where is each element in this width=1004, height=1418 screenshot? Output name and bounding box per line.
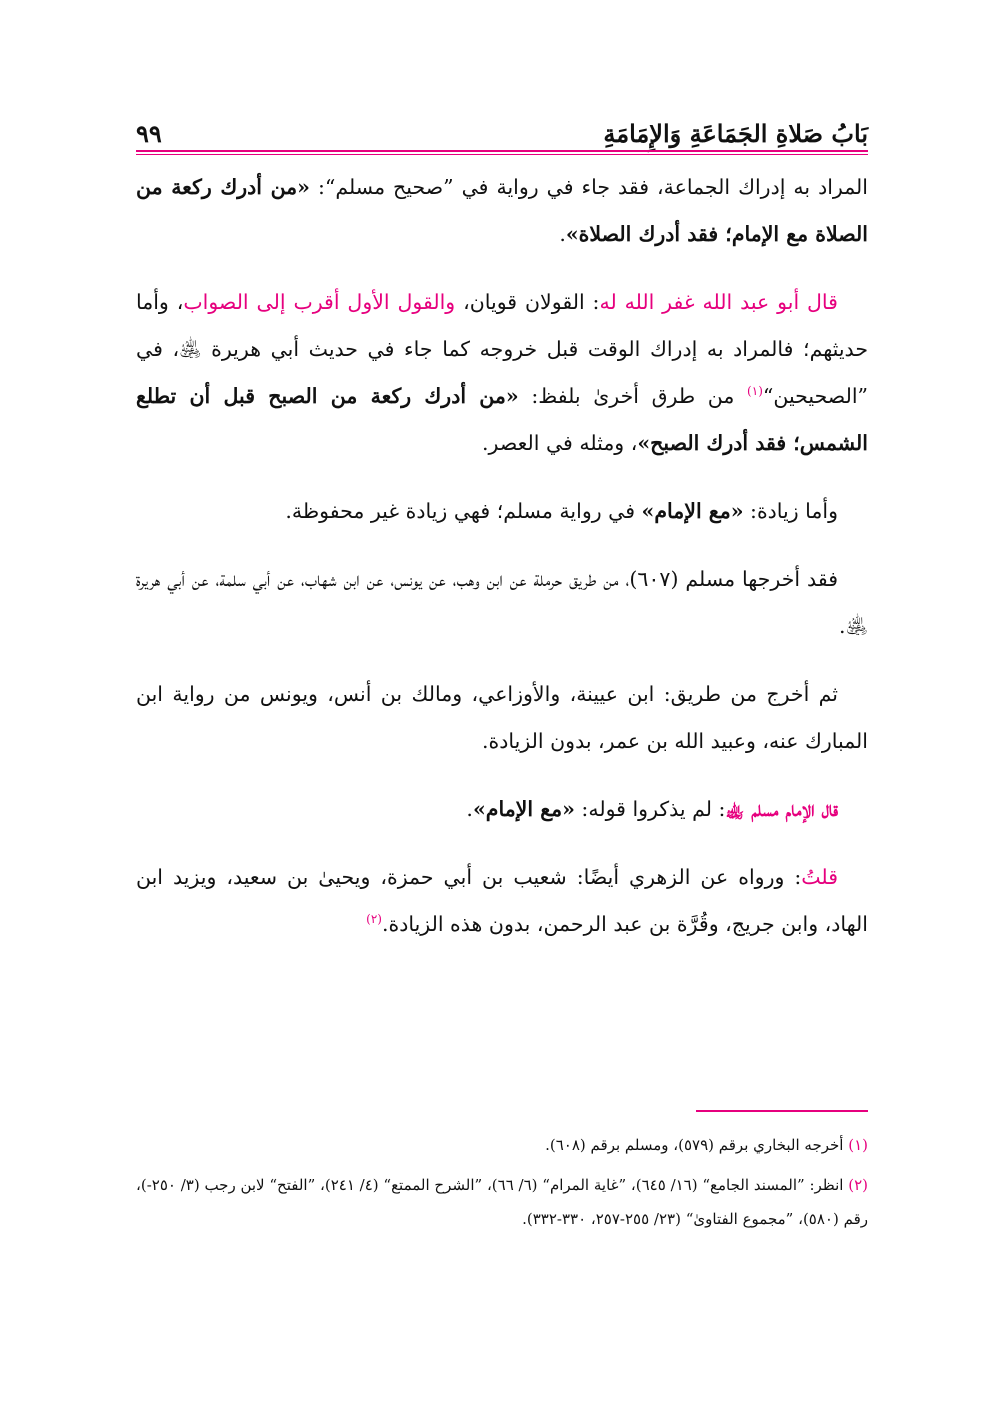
chapter-title: بَابُ صَلاةِ الجَمَاعَةِ وَالإِمَامَةِ	[603, 119, 868, 148]
footnote-1-text: أخرجه البخاري برقم (٥٧٩)، ومسلم برقم (٦٠٨).	[545, 1136, 849, 1154]
author-label: قال أبو عبد الله غفر الله له	[599, 290, 838, 314]
footnote-ref-2[interactable]: (٢)	[366, 912, 382, 927]
footnote-2-number: (٢)	[848, 1176, 868, 1194]
paragraph-1-end: .	[559, 222, 566, 246]
page-number: ٩٩	[136, 119, 162, 148]
paragraph-1-intro: المراد به إدراك الجماعة، فقد جاء في رواية في ”صحيح مسلم“:	[309, 175, 868, 199]
qultu-label: قلتُ	[801, 865, 838, 889]
paragraph-2-text-d: ، ومثله في العصر.	[482, 431, 638, 455]
page-header	[136, 104, 868, 148]
header-rule-thin	[136, 154, 868, 155]
paragraph-5: ثم أخرج من طريق: ابن عيينة، والأوزاعي، ومالك بن أنس، ويونس من رواية ابن المبارك عنه، وعبيد الله بن عمر، بدون الزيادة.	[136, 682, 868, 753]
author-conclusion: والقول الأول أقرب إلى الصواب	[183, 290, 456, 314]
paragraph-6-text-a: : لم يذكروا قوله:	[574, 797, 726, 821]
paragraph-2	[136, 279, 868, 467]
quote-maa-al-imam: «مع الإمام»	[641, 499, 744, 523]
paragraph-1	[136, 164, 868, 258]
hadith-quote-muslim: «من أدرك ركعة من الصلاة مع الإمام؛ فقد أدرك الصلاة»	[136, 175, 868, 246]
paragraph-3-text-b: في رواية مسلم؛ فهي زيادة غير محفوظة.	[285, 499, 642, 523]
paragraph-4: فقد أخرجها مسلم (٦٠٧)، من طريق حرملة عن ابن وهب، عن يونس، عن ابن شهاب، عن أبي سلمة، عن أبي هريرة ﵁.	[136, 567, 868, 638]
header-rule-thick	[136, 150, 868, 152]
footnote-1	[136, 1128, 868, 1162]
main-text	[136, 164, 868, 948]
footnote-ref-1[interactable]: (١)	[747, 384, 763, 399]
paragraph-7	[136, 854, 868, 948]
paragraph-2-text-a: : القولان قويان،	[455, 290, 600, 314]
paragraph-6-end: .	[466, 797, 473, 821]
paragraph-7-text: : ورواه عن الزهري أيضًا: شعيب بن أبي حمزة، ويحيىٰ بن سعيد، ويزيد ابن الهاد، وابن جريج، وقُرَّة بن عبد الرحمن، بدون هذه الزيادة.	[136, 865, 868, 936]
footnote-separator	[696, 1110, 868, 1112]
footnote-1-number: (١)	[848, 1136, 868, 1154]
footnote-2	[136, 1168, 868, 1236]
paragraph-6	[136, 786, 868, 833]
paragraph-3	[136, 488, 868, 535]
quote-maa-al-imam-2: «مع الإمام»	[472, 797, 575, 821]
footnotes	[136, 1128, 868, 1242]
paragraph-3-text-a: وأما زيادة:	[743, 499, 838, 523]
hadith-quote-subh: «من أدرك ركعة من الصبح قبل أن تطلع الشمس؛ فقد أدرك الصبح»	[136, 384, 868, 455]
imam-muslim-label: قال الإمام مسلم ﵀	[725, 797, 838, 821]
footnote-2-text: انظر: ”المسند الجامع“ (١٦/ ٦٤٥)، ”غاية المرام“ (٦/ ٦٦)، ”الشرح الممتع“ (٤/ ٢٤١)، ”الفتح“ لابن رجب (٣/ ٢٥٠-)، رقم (٥٨٠)، ”مجموع الفتاوىٰ“ (٢٣/ ٢٥٥-٢٥٧، ٣٣٠-٣٣٢).	[136, 1176, 868, 1228]
paragraph-2-text-b: ، وأما حديثهم؛ فالمراد به إدراك الوقت قبل خروجه كما جاء في حديث أبي هريرة ﵁، في ”الصحيحين“	[136, 290, 868, 408]
paragraph-2-text-c: من طرق أخرىٰ بلفظ:	[518, 384, 748, 408]
